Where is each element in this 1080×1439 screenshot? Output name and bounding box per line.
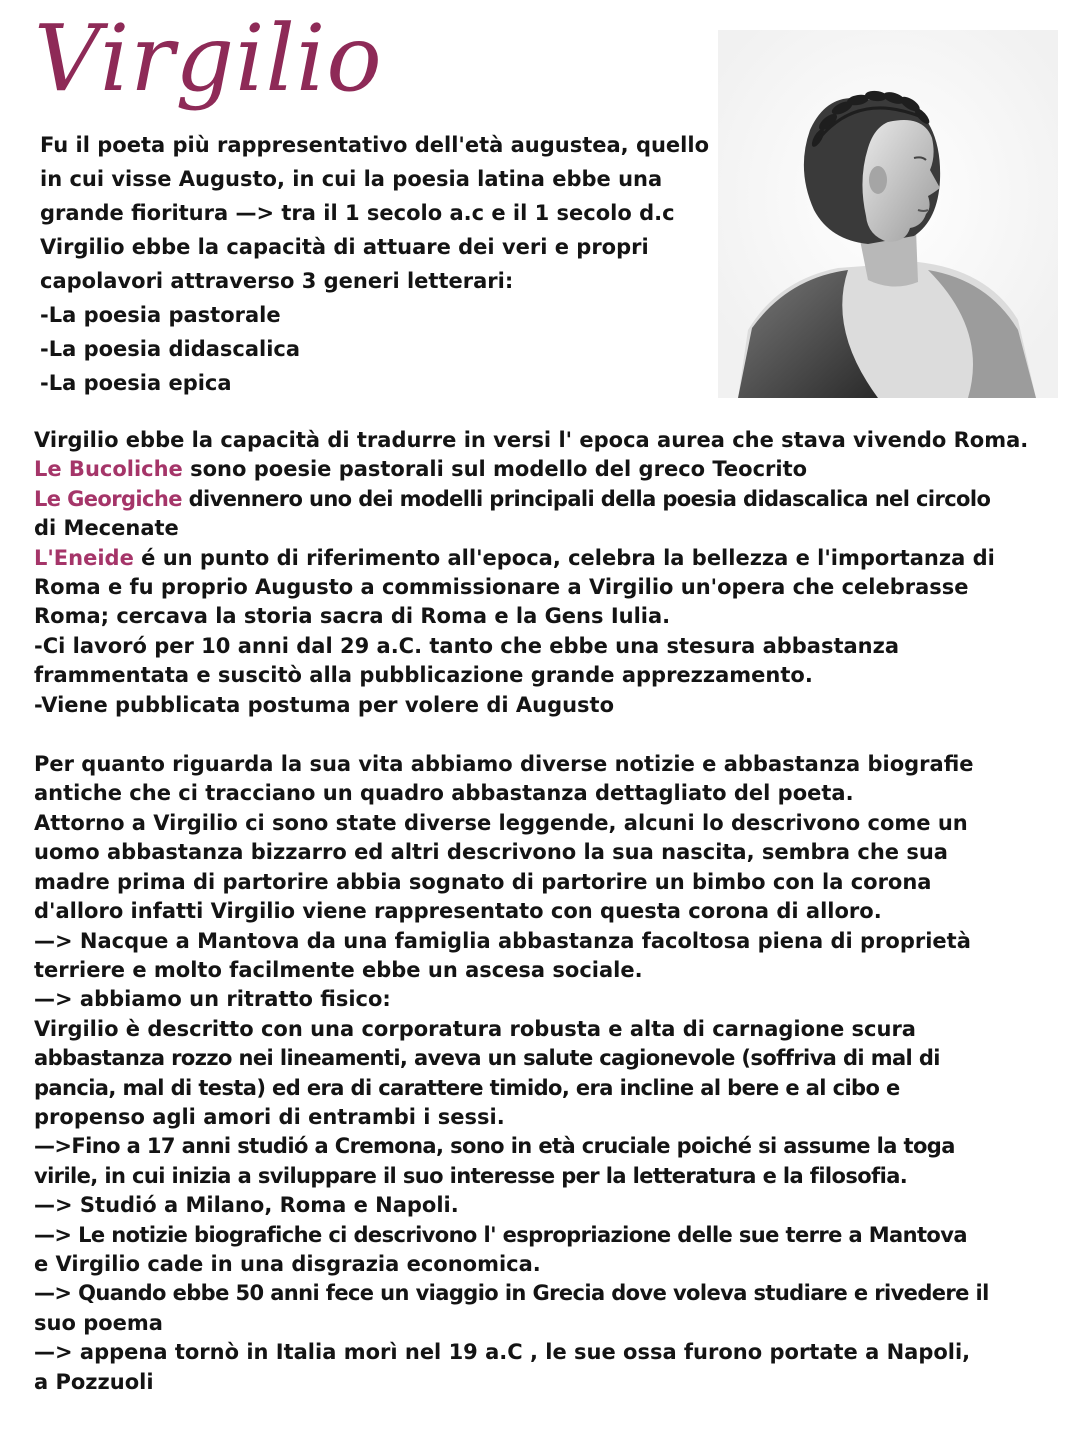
life-line: —> Quando ebbe 50 anni fece un viaggio in Grecia dove voleva studiare e rivedere il	[34, 1281, 989, 1306]
works-lead: Virgilio ebbe la capacità di tradurre in versi l' epoca aurea che stava vivendo Roma.	[34, 428, 1029, 452]
intro-list-item: -La poesia epica	[40, 371, 232, 395]
intro-list-item: -La poesia didascalica	[40, 337, 301, 361]
bucoliche-line	[34, 455, 1064, 484]
life-line: madre prima di partorire abbia sognato di partorire un bimbo con la corona	[34, 869, 932, 894]
life-section	[34, 750, 1064, 1397]
eneide-line-cont: frammentata e suscitò alla pubblicazione grande apprezzamento.	[34, 663, 813, 688]
life-line: pancia, mal di testa) ed era di carattere timido, era incline al bere e al cibo e	[34, 1075, 900, 1100]
intro-paragraph	[40, 128, 720, 400]
eneide-title: L'Eneide	[34, 545, 134, 570]
life-line: e Virgilio cade in una disgrazia economica.	[34, 1251, 541, 1276]
georgiche-title: Le Georgiche	[34, 486, 182, 511]
life-line: —> Nacque a Mantova da una famiglia abbastanza facoltosa piena di proprietà	[34, 928, 971, 953]
virgil-portrait	[718, 30, 1058, 398]
life-line: —> Le notizie biografiche ci descrivono l' espropriazione delle sue terre a Mantova	[34, 1222, 967, 1247]
life-line: a Pozzuoli	[34, 1369, 154, 1394]
life-line: propenso agli amori di entrambi i sessi.	[34, 1104, 505, 1129]
eneide-line-cont: Roma; cercava la storia sacra di Roma e la Gens Iulia.	[34, 604, 671, 629]
intro-list-item: -La poesia pastorale	[40, 303, 281, 327]
life-line: antiche che ci tracciano un quadro abbastanza dettagliato del poeta.	[34, 781, 854, 806]
intro-line: capolavori attraverso 3 generi letterari:	[40, 269, 514, 293]
life-line: —> abbiamo un ritratto fisico:	[34, 987, 391, 1012]
bucoliche-title: Le Bucoliche	[34, 457, 183, 482]
works-section	[34, 426, 1064, 720]
life-line: —> appena tornò in Italia morì nel 19 a.C , le sue ossa furono portate a Napoli,	[34, 1340, 971, 1365]
life-line: d'alloro infatti Virgilio viene rappresentato con questa corona di alloro.	[34, 899, 882, 924]
life-line: Attorno a Virgilio ci sono state diverse leggende, alcuni lo descrivono come un	[34, 810, 968, 835]
life-line: —> Studió a Milano, Roma e Napoli.	[34, 1193, 459, 1218]
life-line: Virgilio è descritto con una corporatura robusta e alta di carnagione scura	[34, 1016, 916, 1041]
georgiche-line	[34, 485, 1064, 514]
intro-line: grande fioritura —> tra il 1 secolo a.c e il 1 secolo d.c	[40, 201, 675, 225]
georgiche-line-cont: di Mecenate	[34, 516, 179, 541]
eneide-line-cont: Roma e fu proprio Augusto a commissionare a Virgilio un'opera che celebrasse	[34, 575, 969, 600]
intro-line: in cui visse Augusto, in cui la poesia latina ebbe una	[40, 167, 663, 191]
life-line: Per quanto riguarda la sua vita abbiamo diverse notizie e abbastanza biografie	[34, 752, 974, 777]
life-line: virile, in cui inizia a sviluppare il suo interesse per la letteratura e la filosofia.	[34, 1163, 908, 1188]
life-line: terriere e molto facilmente ebbe un ascesa sociale.	[34, 957, 643, 982]
page-title: Virgilio	[34, 5, 383, 112]
life-line: —>Fino a 17 anni studió a Cremona, sono in età cruciale poiché si assume la toga	[34, 1134, 955, 1159]
eneide-line	[34, 544, 1064, 573]
intro-line: Fu il poeta più rappresentativo dell'età augustea, quello	[40, 133, 709, 157]
life-line: abbastanza rozzo nei lineamenti, aveva un salute cagionevole (soffriva di mal di	[34, 1046, 940, 1071]
eneide-line-cont: -Ci lavoró per 10 anni dal 29 a.C. tanto che ebbe una stesura abbastanza	[34, 633, 900, 658]
intro-line: Virgilio ebbe la capacità di attuare dei veri e propri	[40, 235, 649, 259]
georgiche-text: divennero uno dei modelli principali della poesia didascalica nel circolo	[181, 486, 991, 511]
body-text	[34, 426, 1064, 1397]
eneide-text: é un punto di riferimento all'epoca, celebra la bellezza e l'importanza di	[133, 545, 995, 570]
bucoliche-text: sono poesie pastorali sul modello del greco Teocrito	[182, 457, 808, 482]
life-line: suo poema	[34, 1310, 163, 1335]
eneide-line-cont: -Viene pubblicata postuma per volere di Augusto	[34, 692, 615, 717]
life-line: uomo abbastanza bizzarro ed altri descrivono la sua nascita, sembra che sua	[34, 840, 948, 865]
